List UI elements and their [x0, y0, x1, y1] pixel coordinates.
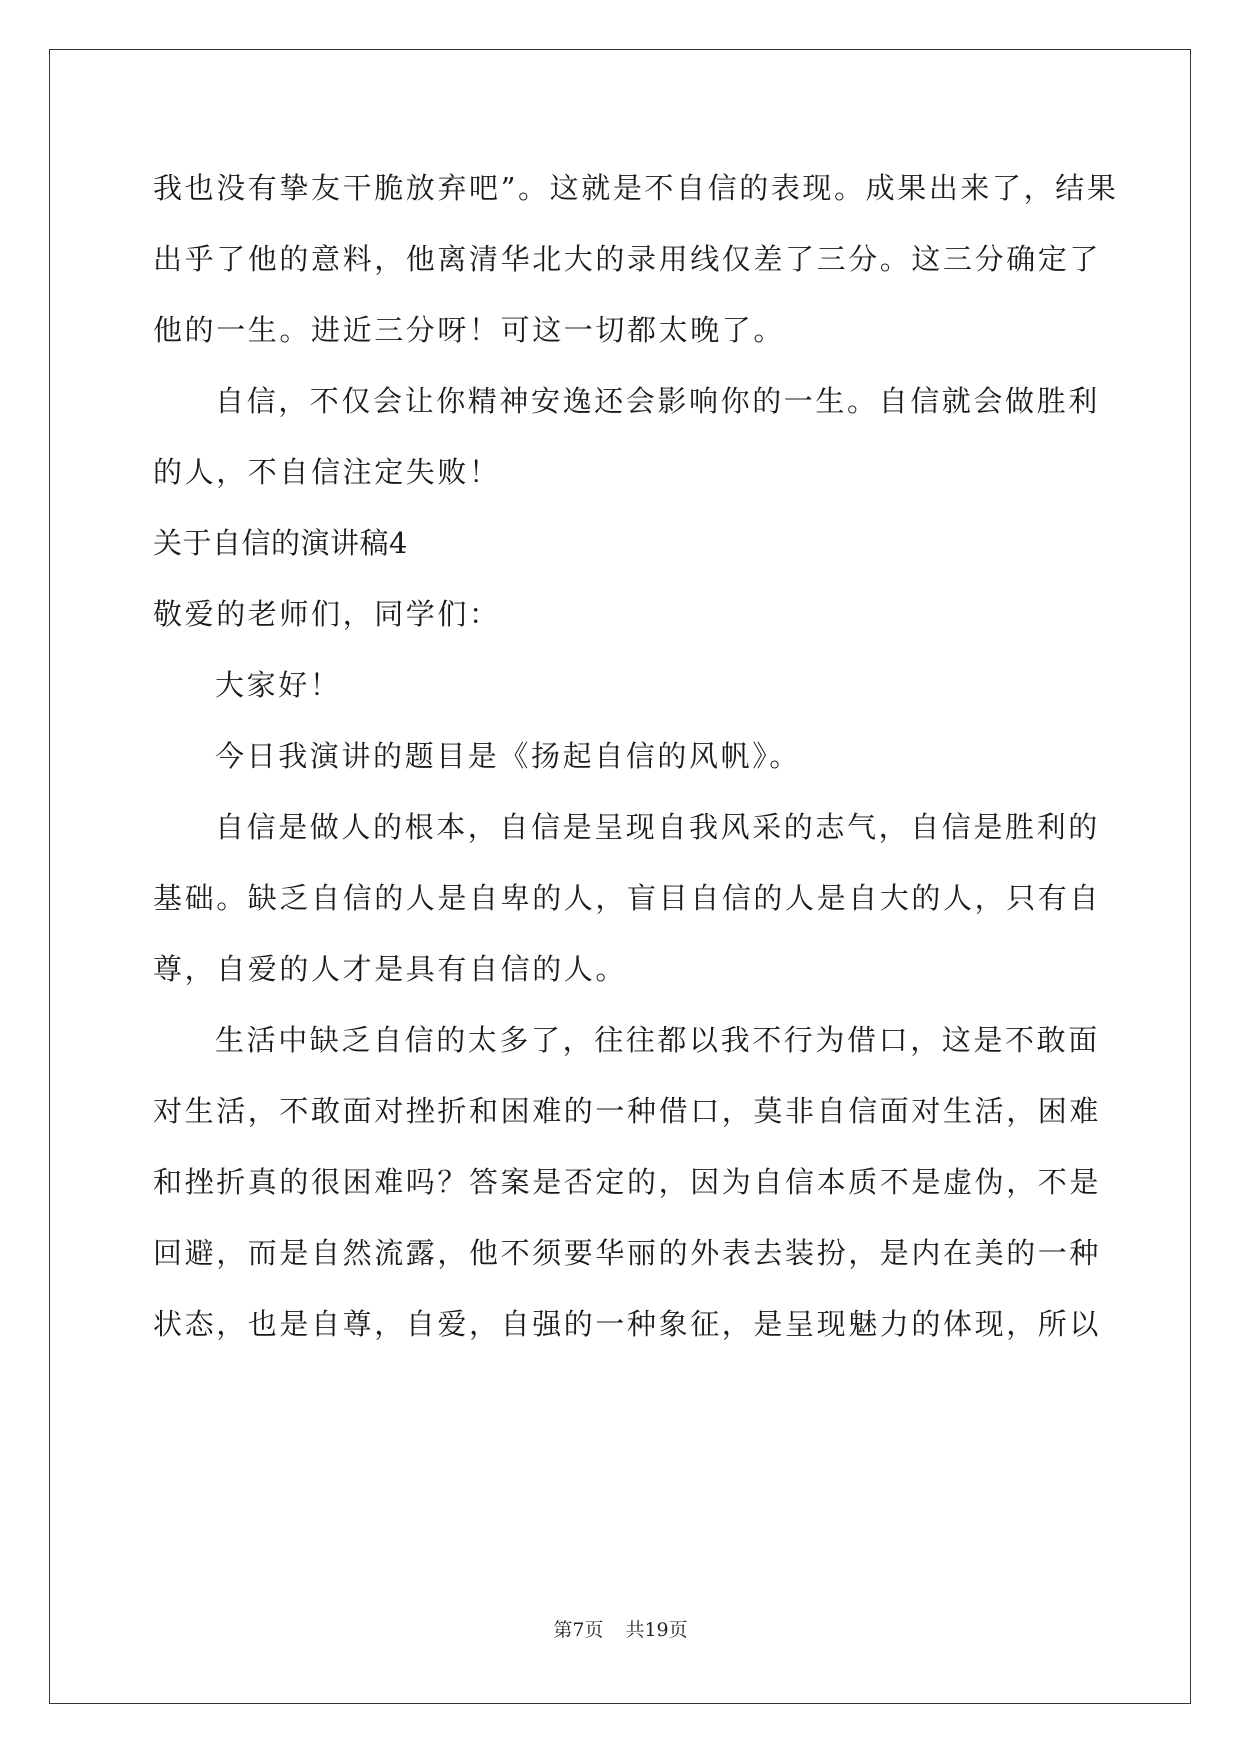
body-text-line: 和挫折真的很困难吗？答案是否定的，因为自信本质不是虚伪，不是	[153, 1165, 1102, 1199]
salutation: 敬爱的老师们，同学们：	[153, 597, 501, 631]
body-text-line: 尊，自爱的人才是具有自信的人。	[153, 952, 628, 986]
body-text-line: 对生活，不敢面对挫折和困难的一种借口，莫非自信面对生活，困难	[153, 1094, 1102, 1128]
body-text-line: 生活中缺乏自信的太多了，往往都以我不行为借口，这是不敢面	[215, 1023, 1100, 1057]
page-footer	[0, 1618, 1241, 1642]
body-text-line: 他的一生。进近三分呀！可这一切都太晚了。	[153, 313, 786, 347]
page-border	[49, 49, 1191, 1704]
body-text-line: 自信，不仅会让你精神安逸还会影响你的一生。自信就会做胜利	[215, 384, 1100, 418]
greeting: 大家好！	[215, 668, 342, 702]
body-text-line: 状态，也是自尊，自爱，自强的一种象征，是呈现魅力的体现，所以	[153, 1307, 1102, 1341]
body-text-line: 出乎了他的意料，他离清华北大的录用线仅差了三分。这三分确定了	[153, 242, 1102, 276]
body-text-line: 的人，不自信注定失败！	[153, 455, 501, 489]
body-text-line: 基础。缺乏自信的人是自卑的人，盲目自信的人是自大的人，只有自	[153, 881, 1102, 915]
body-text-line: 回避，而是自然流露，他不须要华丽的外表去装扮，是内在美的一种	[153, 1236, 1102, 1270]
page-total: 共19页	[625, 1619, 688, 1641]
page-number: 第7页	[553, 1619, 604, 1641]
body-text-line: 自信是做人的根本，自信是呈现自我风采的志气，自信是胜利的	[215, 810, 1100, 844]
body-text-line: 我也没有挚友干脆放弃吧”。这就是不自信的表现。成果出来了，结果	[153, 171, 1119, 205]
section-heading: 关于自信的演讲稿4	[153, 526, 408, 560]
body-text-line: 今日我演讲的题目是《扬起自信的风帆》。	[215, 739, 801, 773]
